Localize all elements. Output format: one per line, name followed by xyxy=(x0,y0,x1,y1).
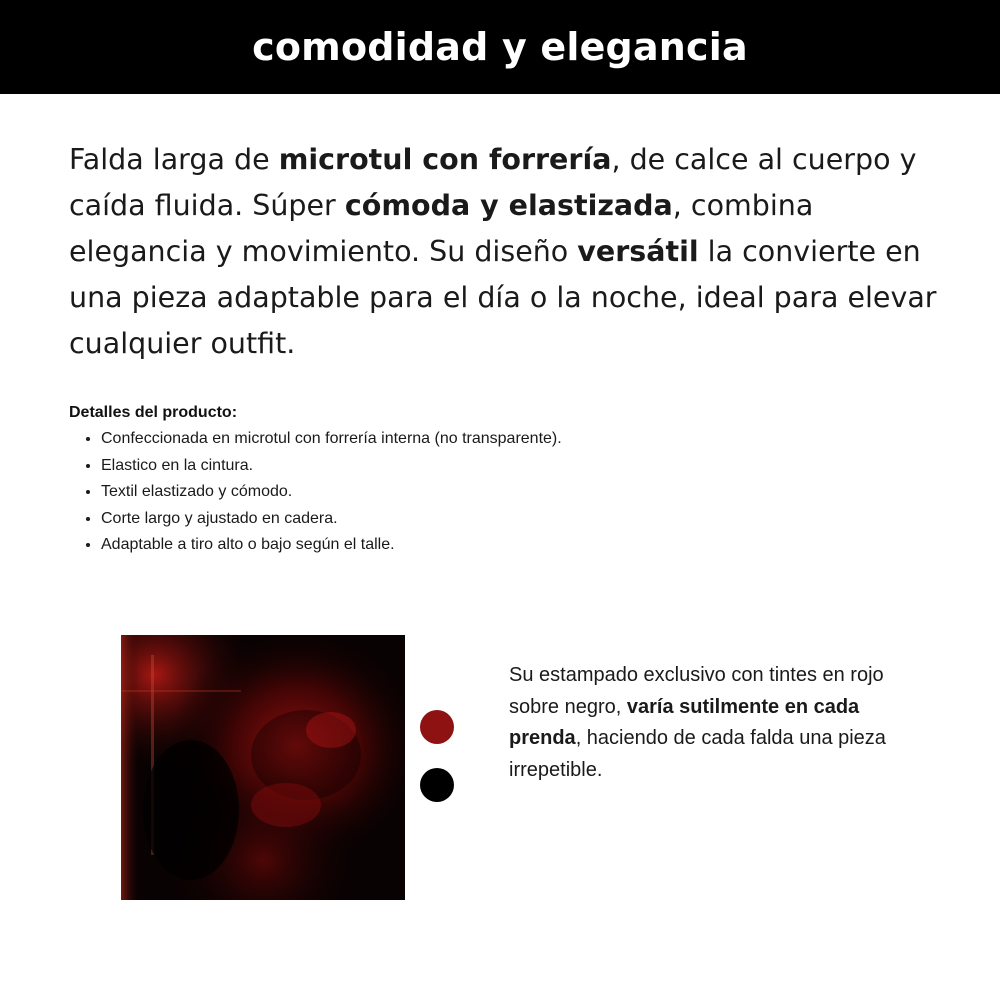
details-item: • Elastico en la cintura. xyxy=(101,453,869,480)
page-header xyxy=(0,0,1000,94)
intro-bold-comoda: cómoda y elastizada xyxy=(344,189,673,222)
intro-text-4: la convierte en una pieza adaptable para el día o la noche, ideal para elevar cualquier outfit. xyxy=(69,235,937,360)
intro-bold-versatil: versátil xyxy=(577,235,699,268)
color-swatch-red[interactable] xyxy=(420,710,454,744)
fabric-print-photo xyxy=(121,635,405,900)
details-item: • Textil elastizado y cómodo. xyxy=(101,479,869,506)
product-details xyxy=(69,404,869,559)
intro-text-2: , de calce al cuerpo y caída fluida. Súper xyxy=(69,143,917,222)
details-item: • Adaptable a tiro alto o bajo según el talle. xyxy=(101,532,869,559)
details-list xyxy=(69,426,869,559)
intro-text-3: , combina elegancia y movimiento. Su diseño xyxy=(69,189,814,268)
page-title: comodidad y elegancia xyxy=(252,25,748,69)
details-item: • Confeccionada en microtul con forrería interna (no transparente). xyxy=(101,426,869,453)
color-swatch-black[interactable] xyxy=(420,768,454,802)
print-text-2: , haciendo de cada falda una pieza irrepetible. xyxy=(509,727,886,781)
intro-paragraph xyxy=(69,137,949,367)
print-bold: varía sutilmente en cada prenda xyxy=(509,695,860,749)
fabric-print-image xyxy=(121,635,405,900)
print-text-1: Su estampado exclusivo con tintes en rojo sobre negro, xyxy=(509,664,884,718)
details-heading: Detalles del producto: xyxy=(69,404,238,421)
print-description xyxy=(509,660,919,786)
intro-text-1: Falda larga de xyxy=(69,143,279,176)
intro-bold-microtul: microtul con forrería xyxy=(278,143,612,176)
details-item: • Corte largo y ajustado en cadera. xyxy=(101,506,869,533)
